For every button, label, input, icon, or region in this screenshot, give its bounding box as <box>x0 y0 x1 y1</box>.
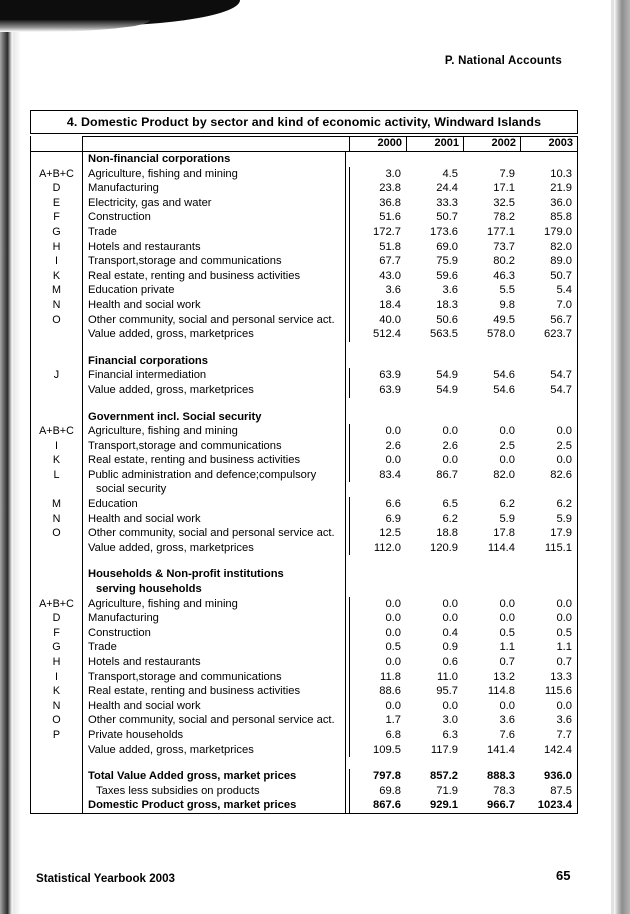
column-header-2001: 2001 <box>406 136 463 151</box>
row-value-2003: 115.1 <box>544 541 572 554</box>
row-label: Other community, social and personal service act. <box>82 313 349 328</box>
row-value-2001: 95.7 <box>436 685 458 698</box>
column-header-2003: 2003 <box>520 136 577 151</box>
row-value-2001: 563.5 <box>430 328 458 341</box>
table-row <box>31 784 577 799</box>
row-code: A+B+C <box>39 167 74 180</box>
row-label: Manufacturing <box>82 181 349 196</box>
row-value-2000: 867.6 <box>349 798 406 813</box>
row-label: Real estate, renting and business activities <box>82 269 349 284</box>
table-row <box>31 354 577 369</box>
row-label: Real estate, renting and business activities <box>82 453 349 468</box>
table-row <box>31 684 577 699</box>
table-row-spacer <box>31 757 577 769</box>
row-value-2002: 2.5 <box>499 439 515 452</box>
row-value-2003: 0.0 <box>556 425 572 438</box>
row-value-2001: 59.6 <box>436 269 458 282</box>
row-value-2002: 13.2 <box>493 670 515 683</box>
row-value-2003: 1.1 <box>556 641 572 654</box>
row-value-2001: 929.1 <box>430 799 458 812</box>
row-value-2000: 51.8 <box>349 240 406 255</box>
row-value-2000: 0.0 <box>349 699 406 714</box>
row-value-2001: 0.9 <box>442 641 458 654</box>
row-code: I <box>55 255 58 268</box>
table-row <box>31 497 577 512</box>
table-row <box>31 541 577 556</box>
row-value-2001: 0.0 <box>442 597 458 610</box>
row-value-2002: 0.0 <box>499 699 515 712</box>
row-label: Transport,storage and communications <box>82 254 349 269</box>
table-row <box>31 655 577 670</box>
row-value-2003: 936.0 <box>544 770 572 783</box>
row-label: serving households <box>82 582 349 597</box>
row-value-2003: 21.9 <box>550 182 572 195</box>
row-value-2003: 0.0 <box>556 699 572 712</box>
row-value-2001: 33.3 <box>436 196 458 209</box>
row-value-2001: 71.9 <box>436 784 458 797</box>
table-row <box>31 743 577 758</box>
bleed-through-text <box>52 76 58 102</box>
row-value-2003: 179.0 <box>544 225 572 238</box>
row-label: Financial intermediation <box>82 368 349 383</box>
table-row <box>31 468 577 483</box>
row-value-2002: 6.2 <box>499 498 515 511</box>
row-label: Education private <box>82 283 349 298</box>
table-row <box>31 298 577 313</box>
row-label: Other community, social and personal service act. <box>82 526 349 541</box>
table-row <box>31 482 577 497</box>
row-value-2001: 18.3 <box>436 298 458 311</box>
row-value-2003: 0.0 <box>556 612 572 625</box>
row-value-2001: 11.0 <box>437 670 458 683</box>
row-code: M <box>52 284 61 297</box>
row-value-2000: 512.4 <box>349 327 406 342</box>
row-value-2001: 0.4 <box>442 626 458 639</box>
row-code: I <box>55 670 58 683</box>
table-row <box>31 196 577 211</box>
data-column-divider <box>345 152 346 813</box>
row-value-2003: 50.7 <box>550 269 572 282</box>
table-row <box>31 269 577 284</box>
row-value-2002: 177.1 <box>487 225 515 238</box>
row-code: H <box>52 656 61 668</box>
row-value-2000: 172.7 <box>349 225 406 240</box>
row-value-2000: 112.0 <box>349 541 406 556</box>
row-label: Real estate, renting and business activities <box>82 684 349 699</box>
row-value-2002: 0.7 <box>499 656 515 668</box>
row-label: Trade <box>82 640 349 655</box>
row-value-2001: 3.6 <box>442 284 458 297</box>
row-label: Domestic Product gross, market prices <box>82 798 349 813</box>
row-value-2001: 6.3 <box>442 728 458 741</box>
row-value-2000: 1.7 <box>349 713 406 728</box>
scan-edge-right <box>614 0 630 914</box>
table-row <box>31 313 577 328</box>
table-row <box>31 512 577 527</box>
row-value-2003: 6.2 <box>556 498 572 511</box>
row-value-2002: 82.0 <box>493 468 515 481</box>
row-label: Hotels and restaurants <box>82 655 349 670</box>
row-code: J <box>53 369 60 382</box>
row-value-2002: 141.4 <box>487 743 515 756</box>
row-value-2000: 63.9 <box>349 368 406 383</box>
row-value-2003: 115.6 <box>544 685 572 698</box>
table-row <box>31 626 577 641</box>
row-label: Construction <box>82 210 349 225</box>
row-value-2000: 23.8 <box>349 181 406 196</box>
row-value-2001: 50.7 <box>436 211 458 224</box>
row-value-2000: 40.0 <box>349 313 406 328</box>
table-row <box>31 567 577 582</box>
footer-title: Statistical Yearbook 2003 <box>36 872 175 885</box>
row-value-2000: 11.8 <box>349 670 406 685</box>
row-value-2003: 54.7 <box>550 383 572 396</box>
row-value-2001: 857.2 <box>430 770 458 783</box>
row-value-2001: 75.9 <box>436 255 458 268</box>
header-code-spacer <box>31 136 82 151</box>
row-code: F <box>53 626 60 639</box>
row-label: Education <box>82 497 349 512</box>
row-label: Trade <box>82 225 349 240</box>
row-value-2001: 173.6 <box>430 225 458 238</box>
row-value-2000: 63.9 <box>349 383 406 398</box>
row-label: Hotels and restaurants <box>82 240 349 255</box>
row-value-2003: 56.7 <box>550 313 572 326</box>
row-value-2003: 85.8 <box>550 211 572 224</box>
row-label: Financial corporations <box>82 354 349 369</box>
row-value-2000: 0.0 <box>349 453 406 468</box>
row-label: Taxes less subsidies on products <box>82 784 349 799</box>
running-head: P. National Accounts <box>444 55 562 67</box>
row-value-2000: 0.0 <box>349 626 406 641</box>
row-value-2000: 51.6 <box>349 210 406 225</box>
table-row <box>31 210 577 225</box>
row-value-2002: 17.8 <box>493 527 515 540</box>
row-value-2002: 7.9 <box>499 167 515 180</box>
row-value-2000: 12.5 <box>349 526 406 541</box>
table-row <box>31 424 577 439</box>
row-value-2003: 89.0 <box>550 255 572 268</box>
row-value-2003: 87.5 <box>550 784 572 797</box>
row-value-2000: 0.0 <box>349 597 406 612</box>
row-code: N <box>52 298 61 311</box>
table-row <box>31 728 577 743</box>
row-code: I <box>55 439 58 452</box>
row-label: Agriculture, fishing and mining <box>82 167 349 182</box>
row-code: G <box>52 225 61 238</box>
row-value-2002: 3.6 <box>499 714 515 727</box>
page-number: 65 <box>556 868 571 883</box>
row-value-2001: 0.0 <box>442 699 458 712</box>
row-value-2000: 43.0 <box>349 269 406 284</box>
row-value-2003: 82.6 <box>550 468 572 481</box>
row-label: Private households <box>82 728 349 743</box>
table-body <box>31 152 577 813</box>
row-value-2000: 109.5 <box>349 743 406 758</box>
row-code: O <box>52 527 61 540</box>
table-row <box>31 410 577 425</box>
row-value-2003: 82.0 <box>550 240 572 253</box>
table-title: 4. Domestic Product by sector and kind of economic activity, Windward Islands <box>30 110 578 134</box>
row-value-2003: 7.0 <box>556 298 572 311</box>
row-value-2003: 13.3 <box>550 670 572 683</box>
row-value-2003: 10.3 <box>550 167 572 180</box>
row-value-2003: 0.0 <box>556 454 572 467</box>
row-value-2002: 5.5 <box>499 284 515 297</box>
table-row <box>31 597 577 612</box>
row-value-2002: 46.3 <box>493 269 515 282</box>
table-row <box>31 713 577 728</box>
row-label: Agriculture, fishing and mining <box>82 597 349 612</box>
column-header-2002: 2002 <box>463 136 520 151</box>
row-label: Total Value Added gross, market prices <box>82 769 349 784</box>
row-code: M <box>52 498 61 511</box>
table-row <box>31 383 577 398</box>
table-row <box>31 769 577 784</box>
table-row-spacer <box>31 342 577 354</box>
row-value-2000: 2.6 <box>349 439 406 454</box>
header-label-spacer <box>82 136 349 151</box>
row-label: Households & Non-profit institutions <box>82 567 349 582</box>
table-row <box>31 670 577 685</box>
row-label: Agriculture, fishing and mining <box>82 424 349 439</box>
row-value-2002: 49.5 <box>493 313 515 326</box>
row-value-2003: 623.7 <box>544 328 572 341</box>
statistical-table <box>30 110 578 814</box>
row-value-2000: 67.7 <box>349 254 406 269</box>
scan-edge-left <box>0 0 13 914</box>
row-label: Value added, gross, marketprices <box>82 541 349 556</box>
row-value-2001: 54.9 <box>436 369 458 382</box>
row-label: Value added, gross, marketprices <box>82 383 349 398</box>
table-row <box>31 798 577 813</box>
row-value-2002: 9.8 <box>499 298 515 311</box>
table-row <box>31 582 577 597</box>
table-row <box>31 368 577 383</box>
row-value-2002: 0.0 <box>499 597 515 610</box>
row-value-2002: 80.2 <box>493 255 515 268</box>
table-row <box>31 254 577 269</box>
label-column-divider <box>82 152 83 813</box>
row-value-2003: 0.0 <box>556 597 572 610</box>
row-code: F <box>53 211 60 224</box>
row-value-2002: 888.3 <box>487 770 515 783</box>
row-code: K <box>52 685 61 698</box>
row-label: Other community, social and personal service act. <box>82 713 349 728</box>
row-code: A+B+C <box>39 597 74 610</box>
row-value-2002: 7.6 <box>499 728 515 741</box>
row-value-2001: 50.6 <box>436 313 458 326</box>
row-label: Manufacturing <box>82 611 349 626</box>
row-value-2001: 120.9 <box>430 541 458 554</box>
row-label: Government incl. Social security <box>82 410 349 425</box>
row-label: Value added, gross, marketprices <box>82 743 349 758</box>
row-code: A+B+C <box>39 425 74 438</box>
row-value-2000: 6.8 <box>349 728 406 743</box>
table-header-row <box>31 136 577 152</box>
row-value-2003: 1023.4 <box>537 799 572 812</box>
row-code: N <box>52 512 61 525</box>
table-row <box>31 439 577 454</box>
row-label: Electricity, gas and water <box>82 196 349 211</box>
row-value-2000: 6.9 <box>349 512 406 527</box>
row-value-2002: 0.5 <box>499 626 515 639</box>
row-value-2002: 0.0 <box>499 425 515 438</box>
row-value-2001: 0.0 <box>442 454 458 467</box>
row-value-2001: 4.5 <box>442 167 458 180</box>
row-label: Health and social work <box>82 512 349 527</box>
table-row <box>31 283 577 298</box>
table-row <box>31 240 577 255</box>
row-value-2003: 2.5 <box>556 439 572 452</box>
row-code: N <box>52 699 61 712</box>
row-value-2000: 3.0 <box>349 167 406 182</box>
table-grid <box>30 136 578 814</box>
row-value-2001: 3.0 <box>442 714 458 727</box>
row-label: Health and social work <box>82 298 349 313</box>
row-value-2000: 36.8 <box>349 196 406 211</box>
row-value-2003: 17.9 <box>550 527 572 540</box>
row-value-2000: 0.0 <box>349 655 406 670</box>
row-value-2000: 0.5 <box>349 640 406 655</box>
row-value-2002: 17.1 <box>493 182 515 195</box>
row-code: D <box>52 612 61 625</box>
row-value-2000: 0.0 <box>349 424 406 439</box>
row-value-2003: 142.4 <box>544 743 572 756</box>
row-code: P <box>52 728 61 741</box>
row-value-2001: 86.7 <box>436 468 458 481</box>
row-value-2003: 3.6 <box>556 714 572 727</box>
row-label: Value added, gross, marketprices <box>82 327 349 342</box>
row-value-2000: 797.8 <box>349 769 406 784</box>
table-row <box>31 640 577 655</box>
row-value-2003: 7.7 <box>556 728 572 741</box>
row-value-2001: 69.0 <box>436 240 458 253</box>
row-value-2001: 18.8 <box>436 527 458 540</box>
row-value-2002: 54.6 <box>493 383 515 396</box>
table-row <box>31 699 577 714</box>
row-value-2002: 32.5 <box>493 196 515 209</box>
row-code: G <box>52 641 61 654</box>
row-label: Public administration and defence;compulsory <box>82 468 349 483</box>
row-value-2003: 5.9 <box>556 512 572 525</box>
column-header-2000: 2000 <box>349 136 406 151</box>
row-label: Transport,storage and communications <box>82 670 349 685</box>
row-value-2000: 0.0 <box>349 611 406 626</box>
scan-edge-left-gradient <box>13 0 20 914</box>
row-code: H <box>52 240 61 253</box>
table-row <box>31 453 577 468</box>
row-label: Non-financial corporations <box>82 152 349 167</box>
table-row <box>31 526 577 541</box>
row-label: social security <box>82 482 349 497</box>
row-value-2001: 0.0 <box>442 612 458 625</box>
table-row <box>31 167 577 182</box>
row-value-2001: 6.2 <box>442 512 458 525</box>
row-value-2001: 117.9 <box>430 743 458 756</box>
row-label: Construction <box>82 626 349 641</box>
table-row <box>31 611 577 626</box>
row-value-2002: 78.2 <box>493 211 515 224</box>
row-code: O <box>52 714 61 727</box>
row-value-2002: 114.4 <box>487 541 515 554</box>
row-value-2002: 0.0 <box>499 454 515 467</box>
row-value-2002: 1.1 <box>499 641 515 654</box>
row-value-2002: 73.7 <box>493 240 515 253</box>
row-value-2002: 578.0 <box>487 328 515 341</box>
row-label: Transport,storage and communications <box>82 439 349 454</box>
scan-corner-shadow-fade <box>0 20 150 32</box>
row-value-2000: 88.6 <box>349 684 406 699</box>
row-value-2001: 54.9 <box>436 383 458 396</box>
row-value-2002: 0.0 <box>499 612 515 625</box>
row-value-2000: 69.8 <box>349 784 406 799</box>
row-code: K <box>52 269 61 282</box>
row-value-2001: 0.0 <box>442 425 458 438</box>
row-code: K <box>52 454 61 467</box>
row-value-2002: 114.8 <box>487 685 515 698</box>
row-value-2001: 2.6 <box>442 439 458 452</box>
row-value-2000: 3.6 <box>349 283 406 298</box>
row-code: O <box>52 313 61 326</box>
row-value-2001: 0.6 <box>442 656 458 668</box>
row-value-2000: 18.4 <box>349 298 406 313</box>
table-row <box>31 152 577 167</box>
table-row-spacer <box>31 555 577 567</box>
row-value-2002: 5.9 <box>499 512 515 525</box>
row-code: L <box>53 468 60 481</box>
row-value-2002: 966.7 <box>487 799 515 812</box>
table-row <box>31 181 577 196</box>
row-label: Health and social work <box>82 699 349 714</box>
row-code: D <box>52 182 61 195</box>
table-row-spacer <box>31 398 577 410</box>
row-value-2002: 78.3 <box>493 784 515 797</box>
row-value-2003: 0.7 <box>556 656 572 668</box>
row-value-2002: 54.6 <box>493 369 515 382</box>
row-value-2003: 0.5 <box>556 626 572 639</box>
row-value-2003: 54.7 <box>550 369 572 382</box>
table-row <box>31 327 577 342</box>
row-value-2003: 5.4 <box>556 284 572 297</box>
row-value-2000: 83.4 <box>349 468 406 483</box>
row-value-2001: 6.5 <box>442 498 458 511</box>
row-value-2000: 6.6 <box>349 497 406 512</box>
row-value-2001: 24.4 <box>436 182 458 195</box>
row-code: E <box>52 196 61 209</box>
table-row <box>31 225 577 240</box>
row-value-2003: 36.0 <box>550 196 572 209</box>
